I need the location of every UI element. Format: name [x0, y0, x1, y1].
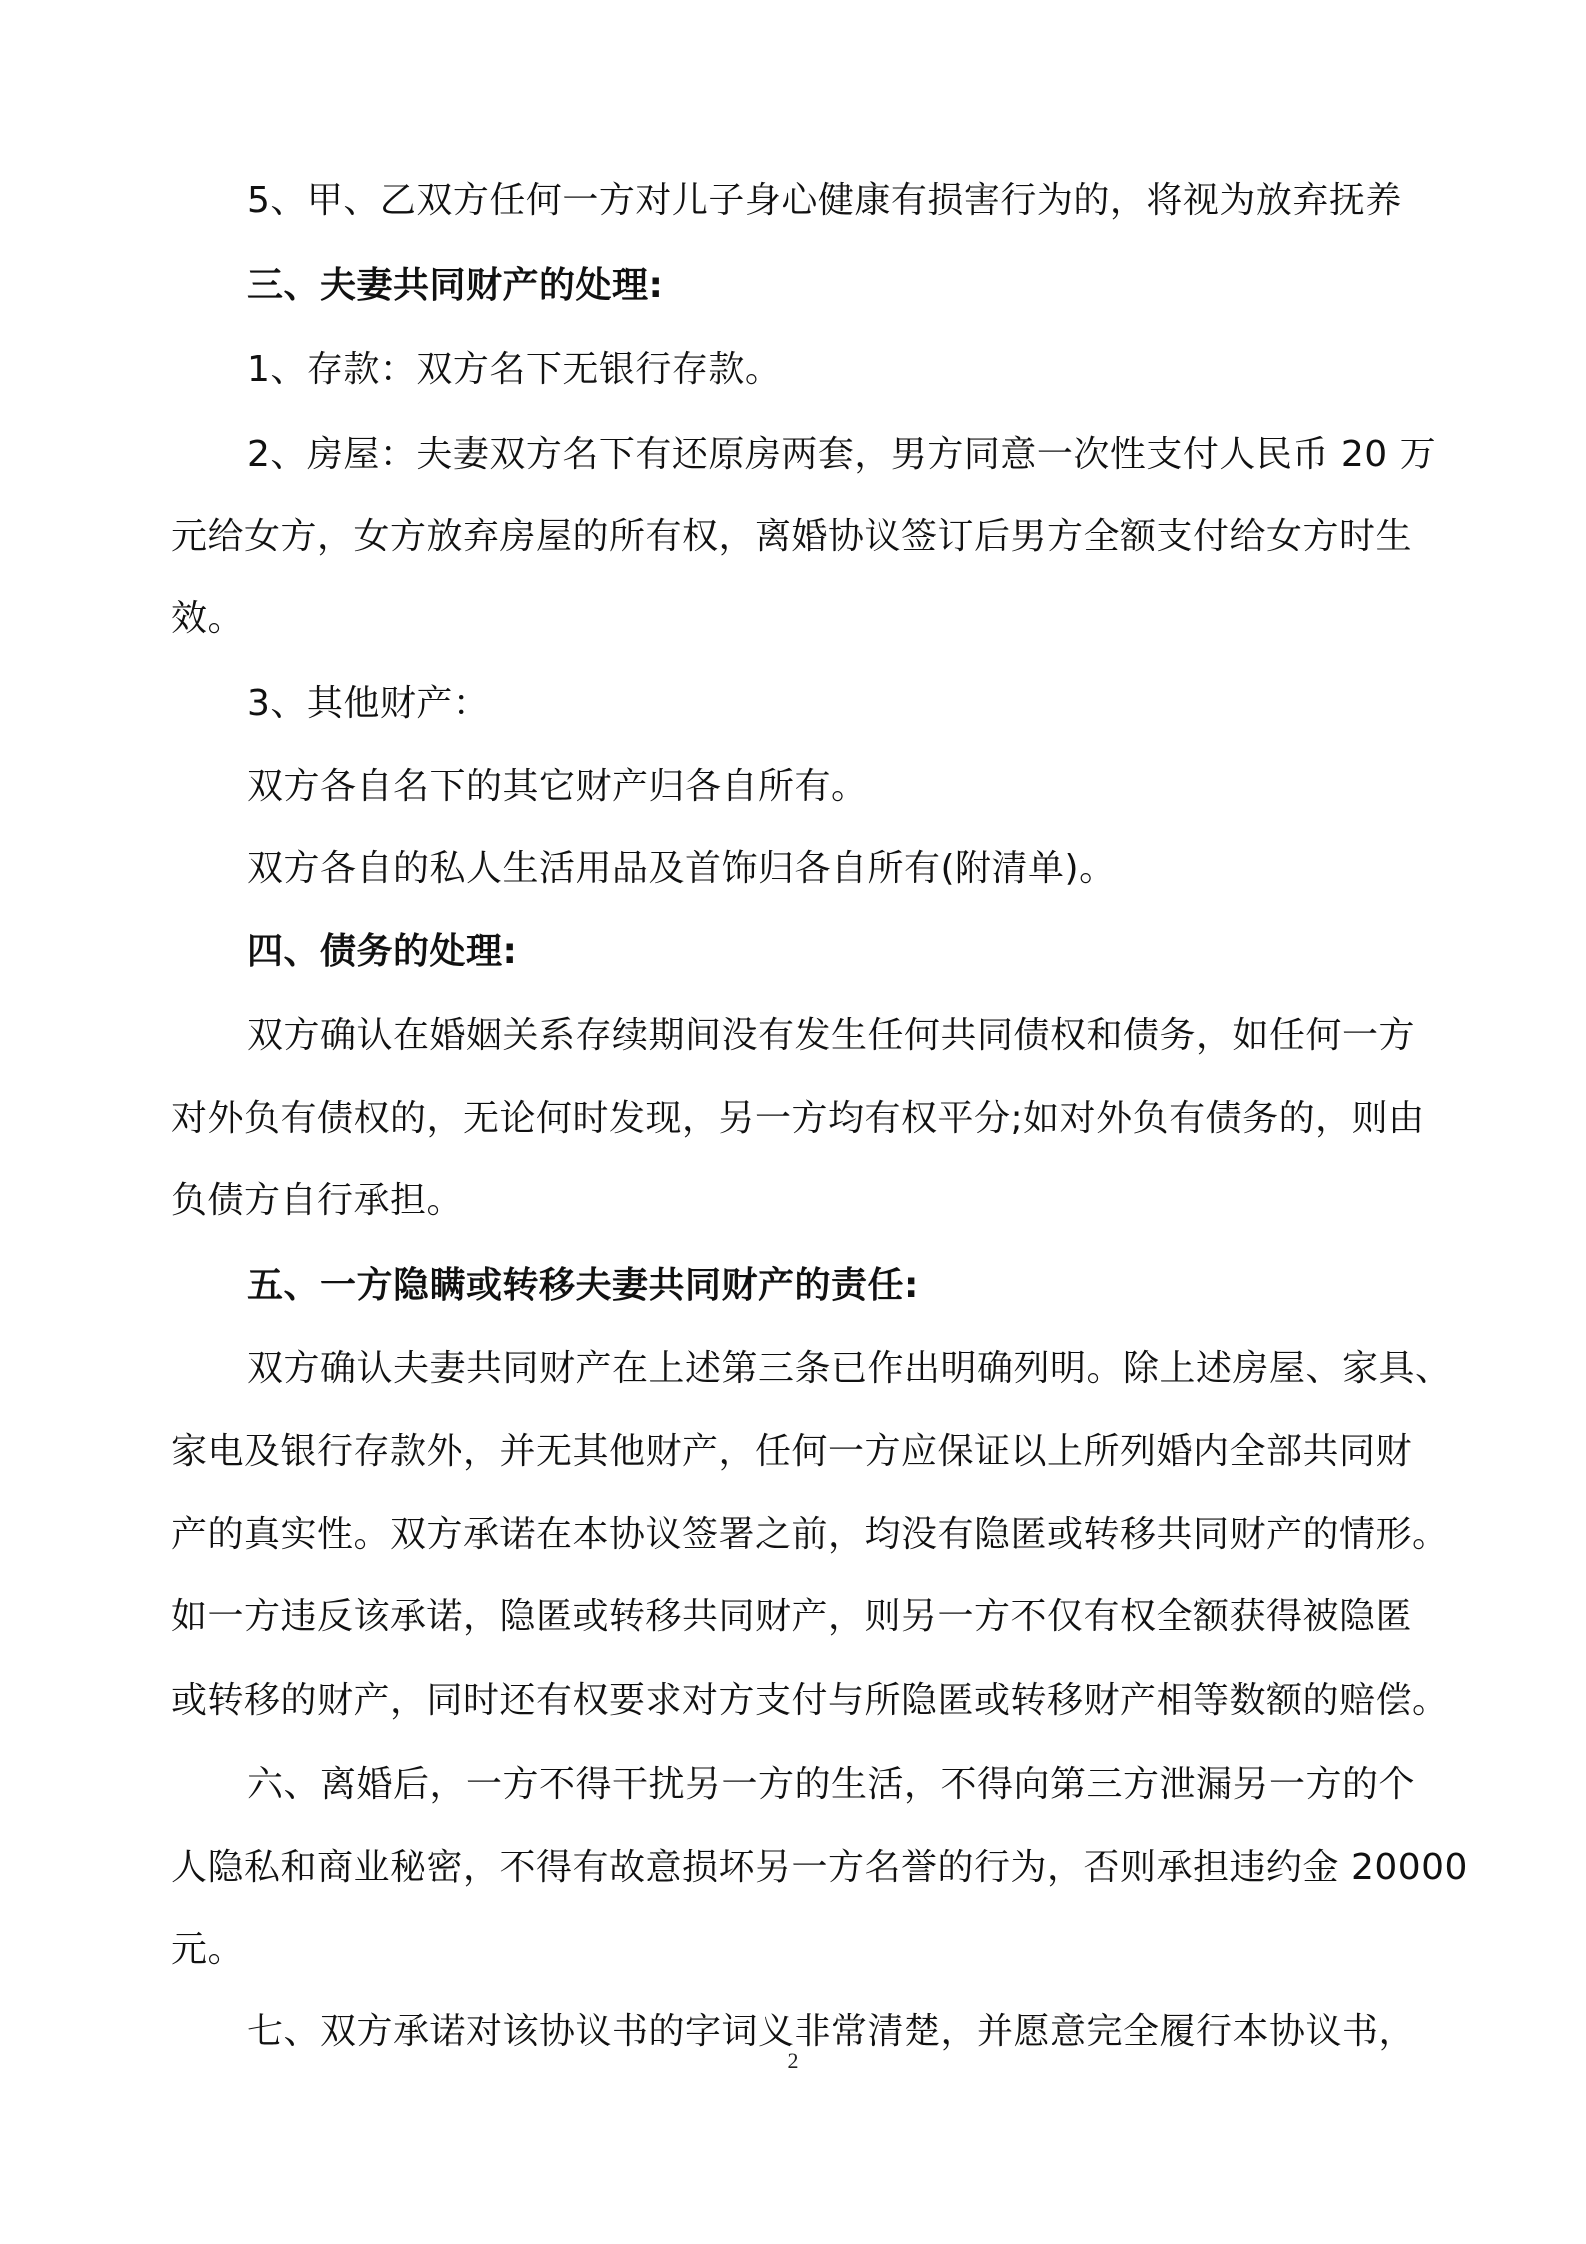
- clause-3-item-2-cont-1: 元给女方，女方放弃房屋的所有权，离婚协议签订后男方全额支付给女方时生: [171, 516, 1413, 557]
- clause-5-para: 双方确认夫妻共同财产在上述第三条已作出明确列明。除上述房屋、家具、: [247, 1348, 1452, 1389]
- clause-5-para-cont-1: 家电及银行存款外，并无其他财产，任何一方应保证以上所列婚内全部共同财: [171, 1431, 1413, 1472]
- clause-3-item-3: 3、其他财产：: [247, 683, 490, 724]
- clause-3-item-1: 1、存款：双方名下无银行存款。: [247, 349, 782, 390]
- clause-5-para-cont-2: 产的真实性。双方承诺在本协议签署之前，均没有隐匿或转移共同财产的情形。: [171, 1514, 1449, 1555]
- clause-6-para-cont-1: 人隐私和商业秘密，不得有故意损坏另一方名誉的行为，否则承担违约金 20000: [171, 1847, 1468, 1888]
- clause-4-para-cont-1: 对外负有债权的，无论何时发现，另一方均有权平分;如对外负有债务的，则由: [171, 1098, 1425, 1139]
- clause-6-para-cont-2: 元。: [171, 1929, 245, 1970]
- clause-2-item-5: 5、甲、乙双方任何一方对儿子身心健康有损害行为的，将视为放弃抚养: [247, 180, 1402, 221]
- page-number: 2: [787, 2048, 799, 2073]
- clause-3-item-3-para-1: 双方各自名下的其它财产归各自所有。: [247, 766, 868, 807]
- clause-3-item-2: 2、房屋：夫妻双方名下有还原房两套，男方同意一次性支付人民币 20 万: [247, 434, 1437, 475]
- clause-4-para: 双方确认在婚姻关系存续期间没有发生任何共同债权和债务，如任何一方: [247, 1015, 1416, 1056]
- clause-4-para-cont-2: 负债方自行承担。: [171, 1180, 464, 1221]
- section-5-heading: 五、一方隐瞒或转移夫妻共同财产的责任:: [247, 1265, 919, 1306]
- clause-7-para: 七、双方承诺对该协议书的字词义非常清楚，并愿意完全履行本协议书，: [247, 2011, 1416, 2052]
- section-4-heading: 四、债务的处理:: [247, 931, 518, 972]
- section-3-heading: 三、夫妻共同财产的处理:: [247, 265, 664, 306]
- clause-3-item-2-cont-2: 效。: [171, 598, 245, 639]
- clause-6-para: 六、离婚后，一方不得干扰另一方的生活，不得向第三方泄漏另一方的个: [247, 1764, 1416, 1805]
- clause-5-para-cont-3: 如一方违反该承诺，隐匿或转移共同财产，则另一方不仅有权全额获得被隐匿: [171, 1596, 1413, 1637]
- clause-3-item-3-para-2: 双方各自的私人生活用品及首饰归各自所有(附清单)。: [247, 848, 1116, 889]
- clause-5-para-cont-4: 或转移的财产，同时还有权要求对方支付与所隐匿或转移财产相等数额的赔偿。: [171, 1680, 1449, 1721]
